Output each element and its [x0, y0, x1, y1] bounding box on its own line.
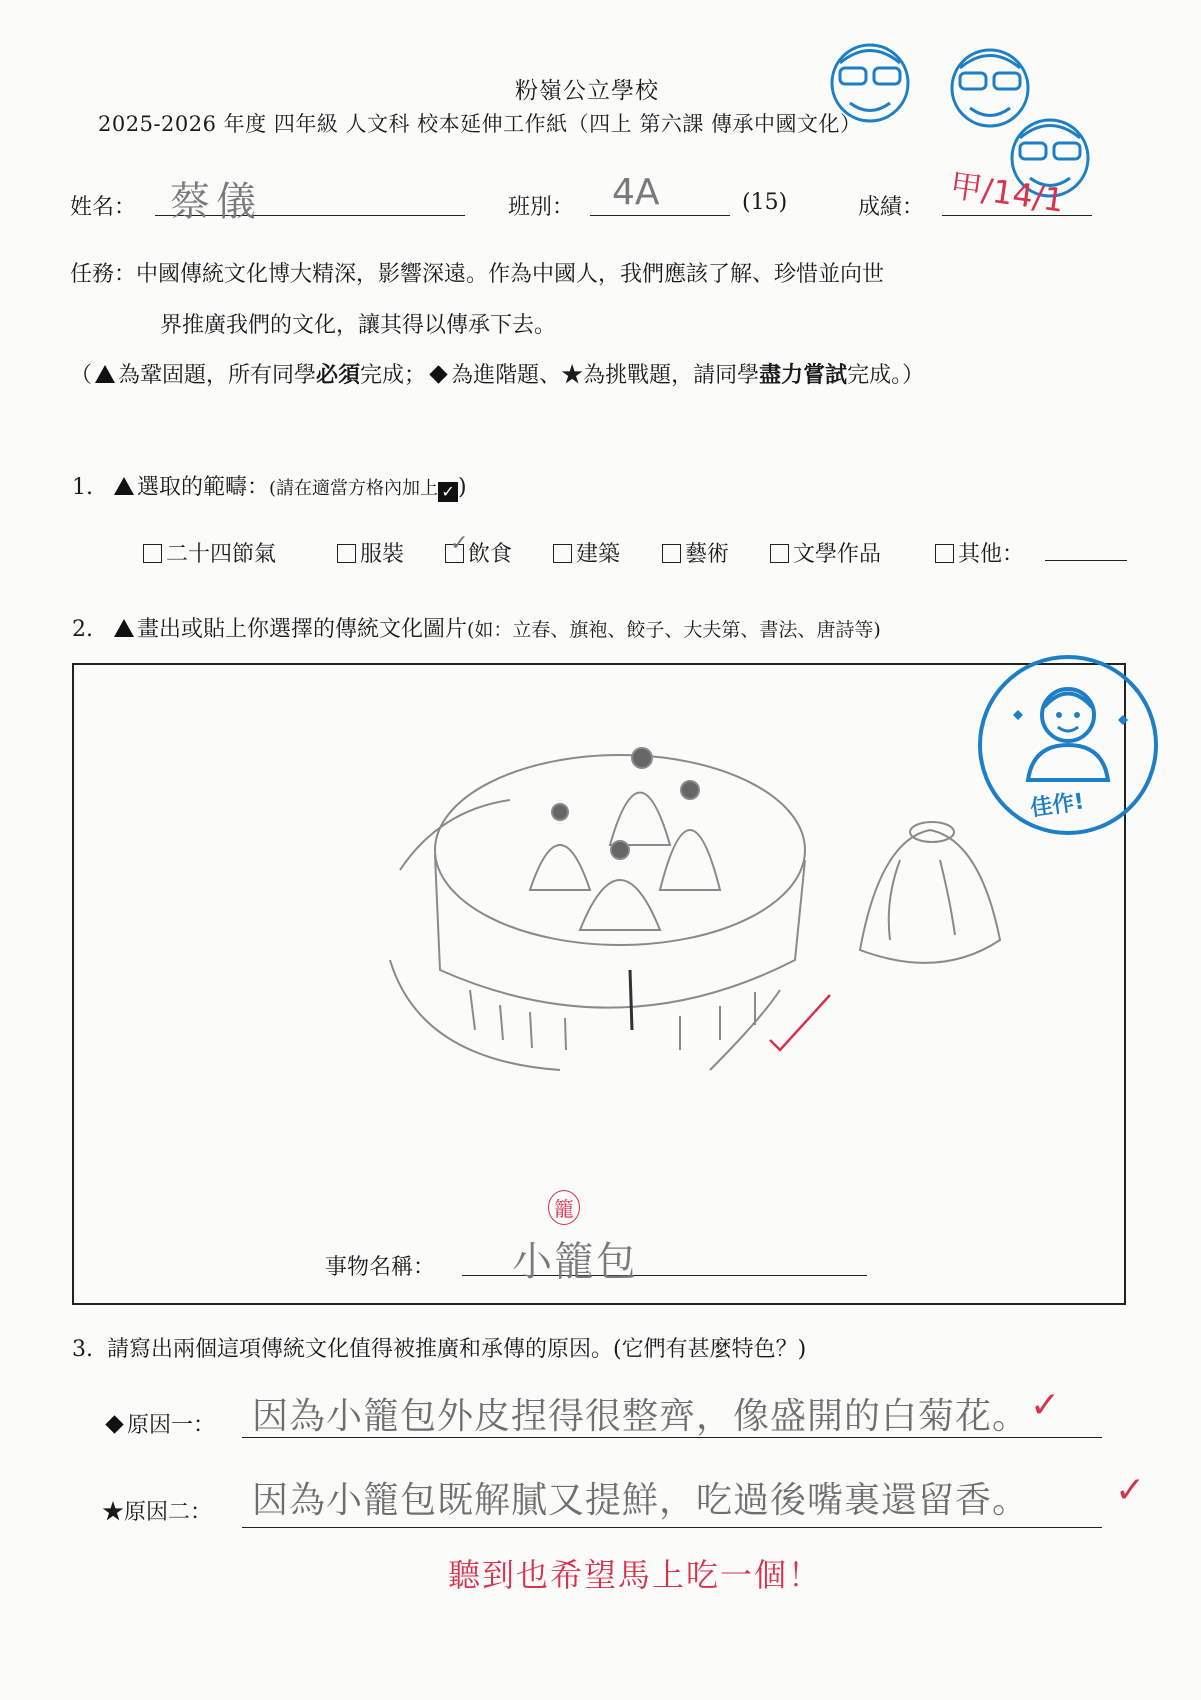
- checkbox-icon: [770, 544, 789, 563]
- legend-open: （: [70, 363, 93, 388]
- q2-hint: (如：立春、旗袍、餃子、大夫第、書法、唐詩等): [467, 619, 881, 641]
- triangle-icon: [95, 365, 115, 383]
- reason-1-label: 原因一：: [127, 1413, 216, 1438]
- option-label: 二十四節氣: [166, 542, 277, 567]
- diamond-icon: [429, 365, 447, 383]
- reason-2-label-row: [102, 1495, 212, 1526]
- checkbox-checked-icon: ✓: [438, 482, 458, 502]
- option-clothing[interactable]: [337, 537, 404, 568]
- option-architecture[interactable]: [553, 537, 620, 568]
- q3-heading: [72, 1332, 806, 1363]
- praise-stamp-label: 佳作!: [1028, 789, 1086, 822]
- q1-number: 1.: [72, 475, 93, 500]
- object-name-label: 事物名稱：: [325, 1255, 436, 1280]
- q3-title: 請寫出兩個這項傳統文化值得被推廣和承傳的原因。: [107, 1337, 614, 1362]
- option-label: 文學作品: [793, 542, 882, 567]
- q1-hint-end: ): [458, 475, 467, 500]
- checkbox-icon: [445, 531, 469, 563]
- object-name-correction: 籠: [548, 1190, 580, 1225]
- class-label: 班別：: [508, 195, 575, 220]
- difficulty-legend: [70, 358, 924, 389]
- q2-number: 2.: [72, 617, 93, 642]
- name-label: 姓名：: [70, 195, 137, 220]
- checkbox-icon: [935, 544, 954, 563]
- legend-try: 盡力嘗試: [759, 362, 848, 388]
- triangle-icon: [114, 619, 134, 637]
- reason-2-check: ✓: [1115, 1470, 1146, 1511]
- score-value: 甲/14/1: [947, 166, 1067, 220]
- reason-2-line: [242, 1527, 1102, 1528]
- option-label: 飲食: [468, 542, 513, 567]
- legend-close: 完成。）: [847, 363, 925, 388]
- option-label: 建築: [576, 542, 621, 567]
- star-icon: ★: [102, 1500, 125, 1525]
- legend-complete: 完成；: [360, 363, 427, 388]
- legend-advanced: 為進階題、: [451, 363, 562, 388]
- q1-title: 選取的範疇：: [137, 475, 270, 500]
- legend-must: 必須: [316, 362, 361, 388]
- option-other[interactable]: [935, 537, 1024, 568]
- reason-1-answer[interactable]: 因為小籠包外皮捏得很整齊，像盛開的白菊花。: [252, 1396, 1030, 1437]
- task-line-1: 任務：中國傳統文化博大精深，影響深遠。作為中國人，我們應該了解、珍惜並向世: [70, 262, 885, 287]
- other-line: [1045, 560, 1127, 561]
- task-line-2: 界推廣我們的文化，讓其得以傳承下去。: [160, 313, 557, 338]
- reason-1-label-row: [102, 1408, 215, 1439]
- q2-title: 畫出或貼上你選擇的傳統文化圖片: [137, 617, 468, 642]
- name-value: 蔡儀: [170, 179, 262, 225]
- checkbox-icon: [143, 544, 162, 563]
- school-name: 粉嶺公立學校: [515, 78, 659, 104]
- option-label: 藝術: [685, 542, 730, 567]
- diamond-icon: [105, 1415, 123, 1433]
- worksheet-subtitle: 2025-2026 年度 四年級 人文科 校本延伸工作紙（四上 第六課 傳承中國文化）: [98, 112, 862, 136]
- option-art[interactable]: [662, 537, 729, 568]
- triangle-icon: [114, 477, 134, 495]
- check-mark-icon: ✓: [450, 531, 469, 556]
- legend-basic: 為鞏固題，所有同學: [118, 363, 317, 388]
- checkbox-icon: [337, 544, 356, 563]
- class-line: [590, 215, 730, 216]
- option-food[interactable]: [445, 531, 513, 568]
- reason-2-answer[interactable]: 因為小籠包既解膩又提鮮，吃過後嘴裏還留香。: [252, 1480, 1030, 1521]
- score-label: 成績：: [858, 195, 925, 220]
- star-icon: ★: [561, 363, 584, 388]
- legend-challenge: 為挑戰題，請同學: [583, 363, 760, 388]
- student-number: (15): [742, 190, 788, 215]
- option-label: 其他：: [958, 542, 1025, 567]
- q3-hint: (它們有甚麼特色？): [613, 1337, 807, 1362]
- reason-1-check: ✓: [1030, 1385, 1061, 1426]
- option-solar-terms[interactable]: [143, 537, 276, 568]
- checkbox-icon: [553, 544, 572, 563]
- reason-2-label: 原因二：: [124, 1500, 213, 1525]
- q3-number: 3.: [72, 1337, 93, 1362]
- object-name-value: 小籠包: [512, 1239, 638, 1285]
- q2-heading: [72, 612, 881, 643]
- q1-heading: [72, 470, 467, 502]
- option-label: 服裝: [360, 542, 405, 567]
- option-literature[interactable]: [770, 537, 881, 568]
- class-value: 4A: [612, 172, 660, 213]
- q1-hint: (請在適當方格內加上: [269, 478, 439, 499]
- checkbox-icon: [662, 544, 681, 563]
- teacher-comment: 聽到也希望馬上吃一個！: [448, 1556, 823, 1594]
